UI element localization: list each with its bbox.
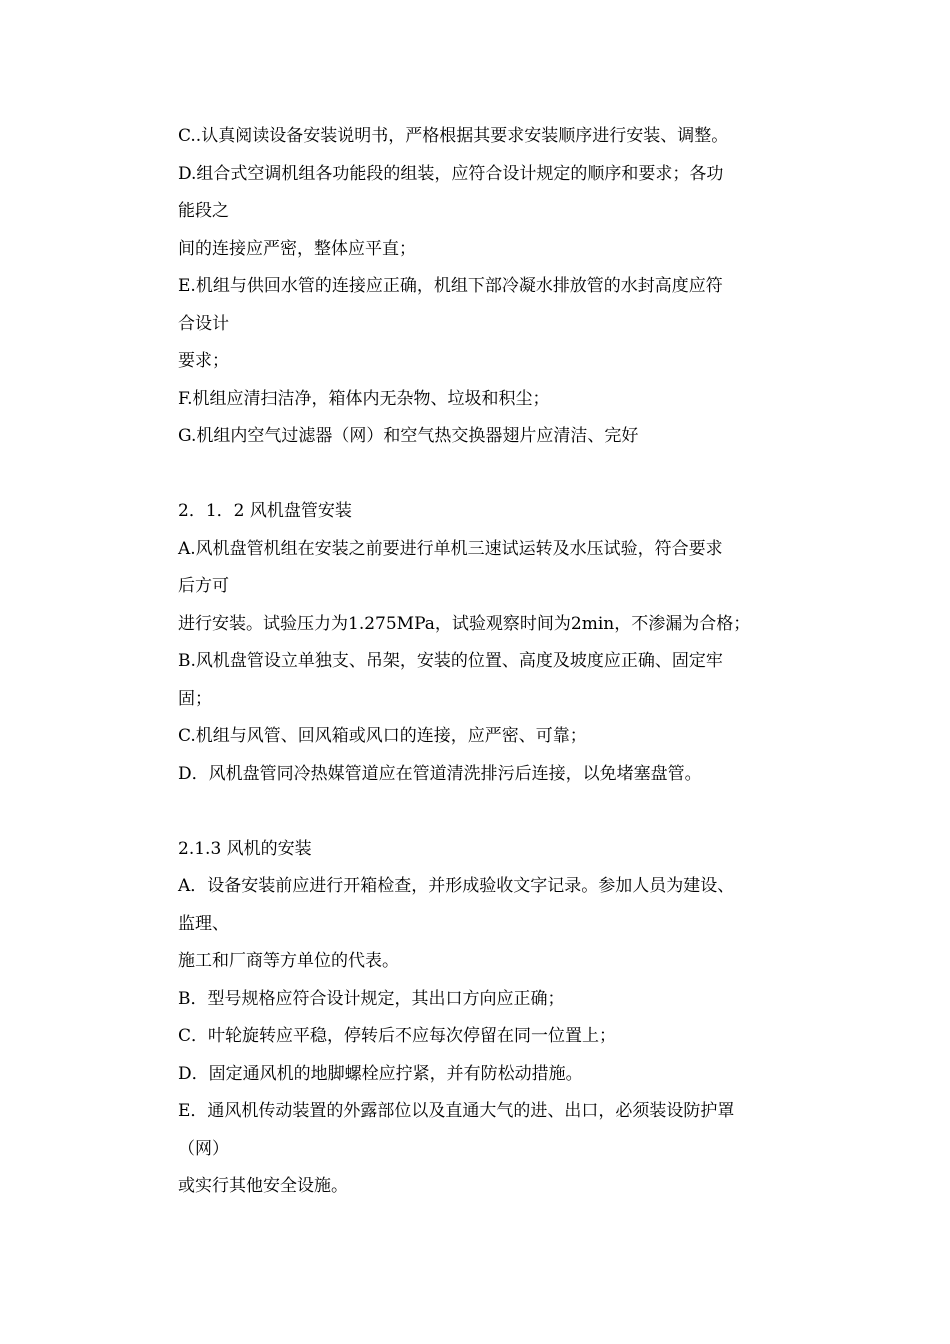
text-line: 进行安装。试验压力为1.275MPa，试验观察时间为2min，不渗漏为合格； — [178, 613, 751, 634]
section-2-1-2 — [178, 493, 818, 793]
text-line: D.组合式空调机组各功能段的组装，应符合设计规定的顺序和要求；各功 — [178, 163, 724, 184]
text-line: 要求； — [178, 351, 229, 371]
text-line: 施工和厂商等方单位的代表。 — [178, 951, 399, 971]
text-line: 合设计 — [178, 313, 229, 334]
text-line: D．风机盘管同冷热媒管道应在管道清洗排污后连接，以免堵塞盘管。 — [178, 763, 702, 784]
text-line: B．型号规格应符合设计规定，其出口方向应正确； — [178, 988, 565, 1009]
text-line: D．固定通风机的地脚螺栓应拧紧，并有防松动措施。 — [178, 1063, 583, 1084]
text-line: F.机组应清扫洁净，箱体内无杂物、垃圾和积尘； — [178, 388, 550, 409]
section-heading: 2.1.3 风机的安装 — [178, 838, 312, 859]
text-line: A．设备安装前应进行开箱检查，并形成验收文字记录。参加人员为建设、 — [178, 876, 735, 896]
text-line: 监理、 — [178, 913, 229, 934]
document-page — [178, 118, 818, 1206]
section-2-1-3 — [178, 831, 818, 1206]
text-line: E．通风机传动装置的外露部位以及直通大气的进、出口，必须装设防护罩 — [178, 1101, 735, 1121]
text-line: A.风机盘管机组在安装之前要进行单机三速试运转及水压试验，符合要求 — [178, 538, 723, 559]
section-heading: 2．1．2 风机盘管安装 — [178, 501, 352, 521]
text-line: 后方可 — [178, 576, 229, 596]
text-line: 间的连接应严密，整体应平直； — [178, 238, 416, 259]
paragraph-spacer — [178, 456, 818, 494]
text-line: 能段之 — [178, 201, 229, 221]
text-line: （网） — [178, 1138, 229, 1159]
block-1 — [178, 118, 818, 456]
text-line: G.机组内空气过滤器（网）和空气热交换器翅片应清洁、完好 — [178, 426, 639, 446]
paragraph-spacer — [178, 793, 818, 831]
text-line: B.风机盘管设立单独支、吊架，安装的位置、高度及坡度应正确、固定牢 — [178, 651, 723, 671]
text-line: C.机组与风管、回风箱或风口的连接，应严密、可靠； — [178, 726, 587, 746]
text-line: 或实行其他安全设施。 — [178, 1176, 348, 1196]
text-line: C．叶轮旋转应平稳，停转后不应每次停留在同一位置上； — [178, 1026, 617, 1046]
text-line: E.机组与供回水管的连接应正确，机组下部冷凝水排放管的水封高度应符 — [178, 276, 723, 296]
text-line: 固； — [178, 688, 212, 709]
text-line: C..认真阅读设备安装说明书，严格根据其要求安装顺序进行安装、调整。 — [178, 126, 729, 146]
